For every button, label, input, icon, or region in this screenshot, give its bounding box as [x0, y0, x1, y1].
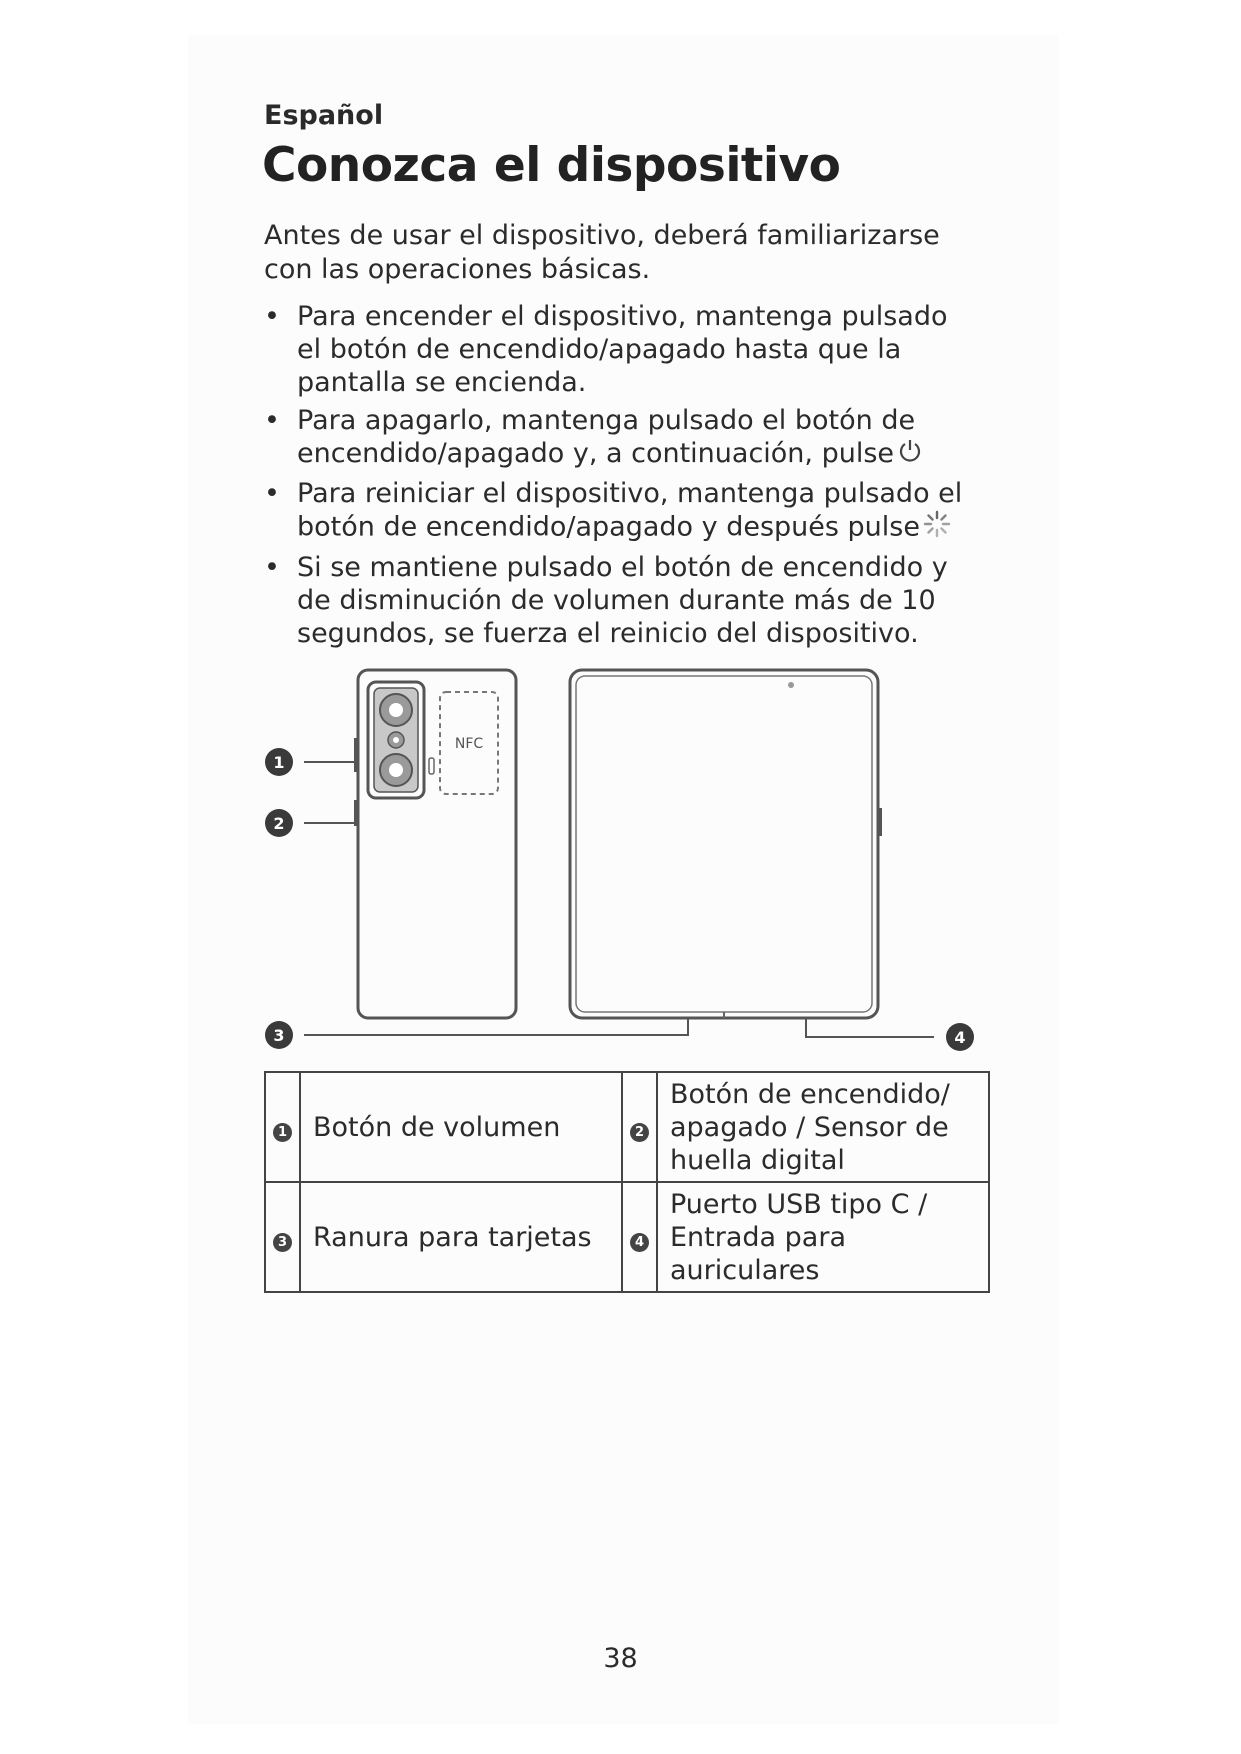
page-number: 38: [603, 1643, 638, 1674]
device-diagram: [258, 660, 988, 1060]
callout-4: [806, 1018, 974, 1051]
legend-badge: 1: [273, 1123, 292, 1142]
legend-number-cell: [622, 1182, 657, 1292]
list-item-text: Para encender el dispositivo, mantenga pulsado el botón de encendido/apagado hasta que la pantalla se encienda.: [297, 301, 948, 398]
table-row: [265, 1072, 989, 1182]
svg-text:3: 3: [273, 1026, 285, 1045]
list-item: [264, 477, 974, 546]
bullet-dot: •: [264, 301, 280, 332]
callout-3: [265, 1018, 688, 1049]
bullet-dot: •: [264, 405, 280, 436]
list-item: [264, 404, 974, 472]
callout-1: [265, 748, 354, 776]
legend-badge: 4: [630, 1233, 649, 1252]
svg-text:4: 4: [954, 1028, 966, 1047]
bullet-dot: •: [264, 477, 280, 509]
legend-label: Puerto USB tipo C / Entrada para auriculares: [657, 1182, 989, 1292]
list-item-text: Para apagarlo, mantenga pulsado el botón de encendido/apagado y, a continuación, pulse: [297, 405, 916, 469]
list-item: [264, 551, 974, 650]
phone-front: [570, 670, 882, 1018]
list-item: [264, 300, 974, 399]
legend-badge: 2: [630, 1123, 649, 1142]
legend-number-cell: [265, 1182, 300, 1292]
list-item-text: Si se mantiene pulsado el botón de encendido y de disminución de volumen durante más de 10 segundos, se fuerza el reinicio del dispositivo.: [297, 551, 948, 649]
legend-number-cell: [265, 1072, 300, 1182]
legend-label: Botón de encendido/ apagado / Sensor de huella digital: [657, 1072, 989, 1182]
svg-text:2: 2: [273, 814, 285, 833]
list-item-text: Para reiniciar el dispositivo, mantenga pulsado el botón de encendido/apagado y después pulse: [297, 477, 963, 542]
phone-back: [354, 670, 516, 1018]
power-icon: [897, 438, 923, 472]
restart-icon: [923, 510, 951, 546]
bullet-dot: •: [264, 551, 280, 583]
language-heading: Español: [264, 100, 384, 131]
legend-number-cell: [622, 1072, 657, 1182]
intro-paragraph: Antes de usar el dispositivo, deberá familiarizarse con las operaciones básicas.: [264, 220, 940, 285]
parts-legend-table: [264, 1071, 990, 1293]
instructions-list: [264, 300, 974, 655]
legend-badge: 3: [273, 1233, 292, 1252]
callout-2: [265, 809, 354, 837]
legend-label: Botón de volumen: [300, 1072, 622, 1182]
svg-text:1: 1: [273, 753, 285, 772]
legend-label: Ranura para tarjetas: [300, 1182, 622, 1292]
page-title: Conozca el dispositivo: [262, 138, 841, 193]
table-row: [265, 1182, 989, 1292]
nfc-label: NFC: [454, 736, 484, 752]
